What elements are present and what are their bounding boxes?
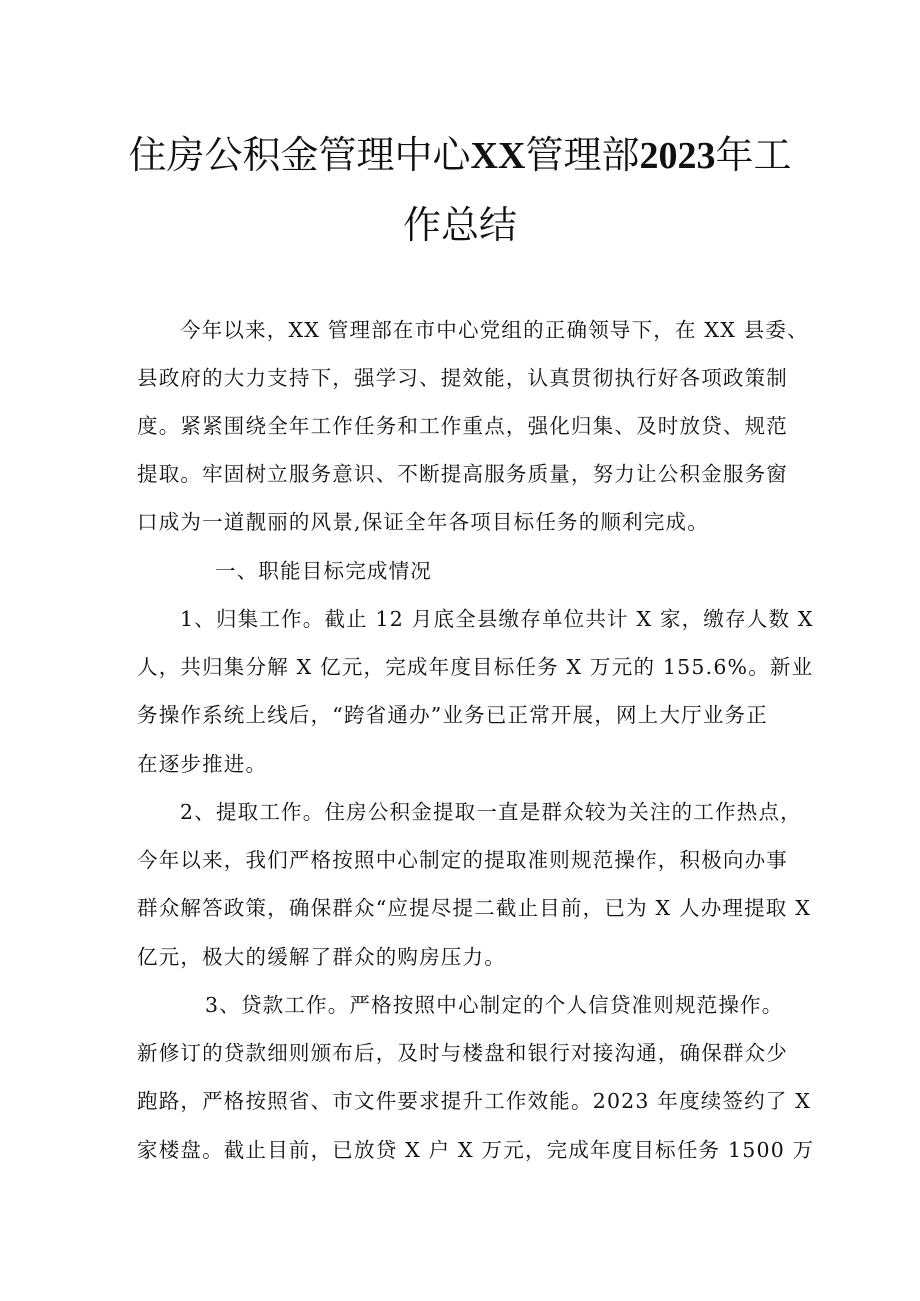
- title-text-a: 住房公积金管理中心: [128, 133, 471, 177]
- title-text-xx: XX: [470, 135, 526, 177]
- paragraph-line: 2、提取工作。住房公积金提取一直是群众较为关注的工作热点，: [180, 800, 802, 824]
- paragraph-line: 家楼盘。截止目前，已放贷 X 户 X 万元，完成年度目标任务 1500 万: [137, 1138, 815, 1162]
- paragraph-line: 县政府的大力支持下，强学习、提效能，认真贯彻执行好各项政策制: [137, 366, 788, 390]
- paragraph-line: 在逐步推进。: [137, 752, 268, 776]
- document-title-line-2: 作总结: [402, 203, 517, 247]
- paragraph-line: 度。紧紧围绕全年工作任务和工作重点，强化归集、及时放贷、规范: [137, 414, 788, 438]
- paragraph-line: 跑路，严格按照省、市文件要求提升工作效能。2023 年度续签约了 X: [137, 1089, 812, 1113]
- paragraph-line: 务操作系统上线后，“跨省通办”业务已正常开展，网上大厅业务正: [137, 703, 768, 727]
- paragraph-line: 群众解答政策，确保群众“应提尽提二截止目前，已为 X 人办理提取 X: [137, 896, 812, 920]
- section-heading: 一、职能目标完成情况: [215, 559, 432, 583]
- document-title-line-1: [120, 133, 800, 178]
- title-text-year: 2023: [639, 135, 716, 177]
- paragraph-line: 今年以来，XX 管理部在市中心党组的正确领导下，在 XX 县委、: [180, 318, 809, 342]
- paragraph-line: 今年以来，我们严格按照中心制定的提取准则规范操作，积极向办事: [137, 848, 788, 872]
- title-text-b: 管理部: [525, 133, 640, 177]
- title-text-c: 年工: [715, 133, 792, 177]
- paragraph-line: 口成为一道靓丽的风景,保证全年各项目标任务的顺利完成。: [137, 510, 709, 534]
- paragraph-line: 3、贷款工作。严格按照中心制定的个人信贷准则规范操作。: [205, 993, 784, 1017]
- paragraph-line: 1、归集工作。截止 12 月底全县缴存单位共计 X 家，缴存人数 X: [180, 607, 814, 631]
- paragraph-line: 新修订的贷款细则颁布后，及时与楼盘和银行对接沟通，确保群众少: [137, 1041, 788, 1065]
- paragraph-line: 人，共归集分解 X 亿元，完成年度目标任务 X 万元的 155.6%。新业: [137, 655, 814, 679]
- paragraph-line: 亿元，极大的缓解了群众的购房压力。: [137, 945, 506, 969]
- paragraph-line: 提取。牢固树立服务意识、不断提高服务质量，努力让公积金服务窗: [137, 462, 788, 486]
